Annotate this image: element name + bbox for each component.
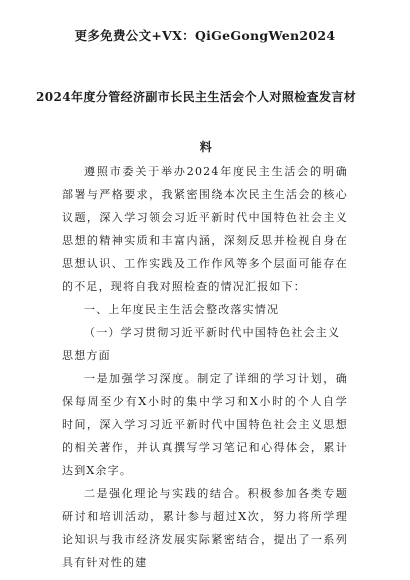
subsection-heading: （一）学习贯彻习近平新时代中国特色社会主义思想方面	[62, 326, 341, 362]
intro-paragraph: 遵照市委关于举办2024年度民主生活会的明确部署与严格要求，我紧密围绕本次民主生活会的核心议题，深入学习领会习近平新时代中国特色社会主义思想的精神实质和丰富内涵，深刻反思并检视自身在思想认识、工作实践及工作作风等多个层面可能存在的不足，现将自我对照检查的情况汇报如下：	[62, 165, 348, 293]
header-note: 更多免费公文+VX：QiGeGongWen2024	[74, 28, 336, 43]
document-title	[36, 72, 376, 172]
title-line-1: 2024年度分管经济副市长民主生活会个人对照检查发言材	[36, 90, 357, 104]
section-heading: 一、上年度民主生活会整改落实情况	[84, 303, 280, 316]
title-line-2: 料	[199, 140, 213, 154]
point-paragraph-1: 一是加强学习深度。制定了详细的学习计划，确保每周至少有X小时的集中学习和X小时的个人自学时间，深入学习习近平新时代中国特色社会主义思想的相关著作，并认真撰写学习笔记和心得体会，累计达到X余字。	[62, 372, 348, 477]
document-body	[62, 160, 348, 574]
point-paragraph-2: 二是强化理论与实践的结合。积极参加各类专题研讨和培训活动，累计参与超过X次，努力将所学理论知识与我市经济发展实际紧密结合，提出了一系列具有针对性的建	[62, 487, 348, 569]
